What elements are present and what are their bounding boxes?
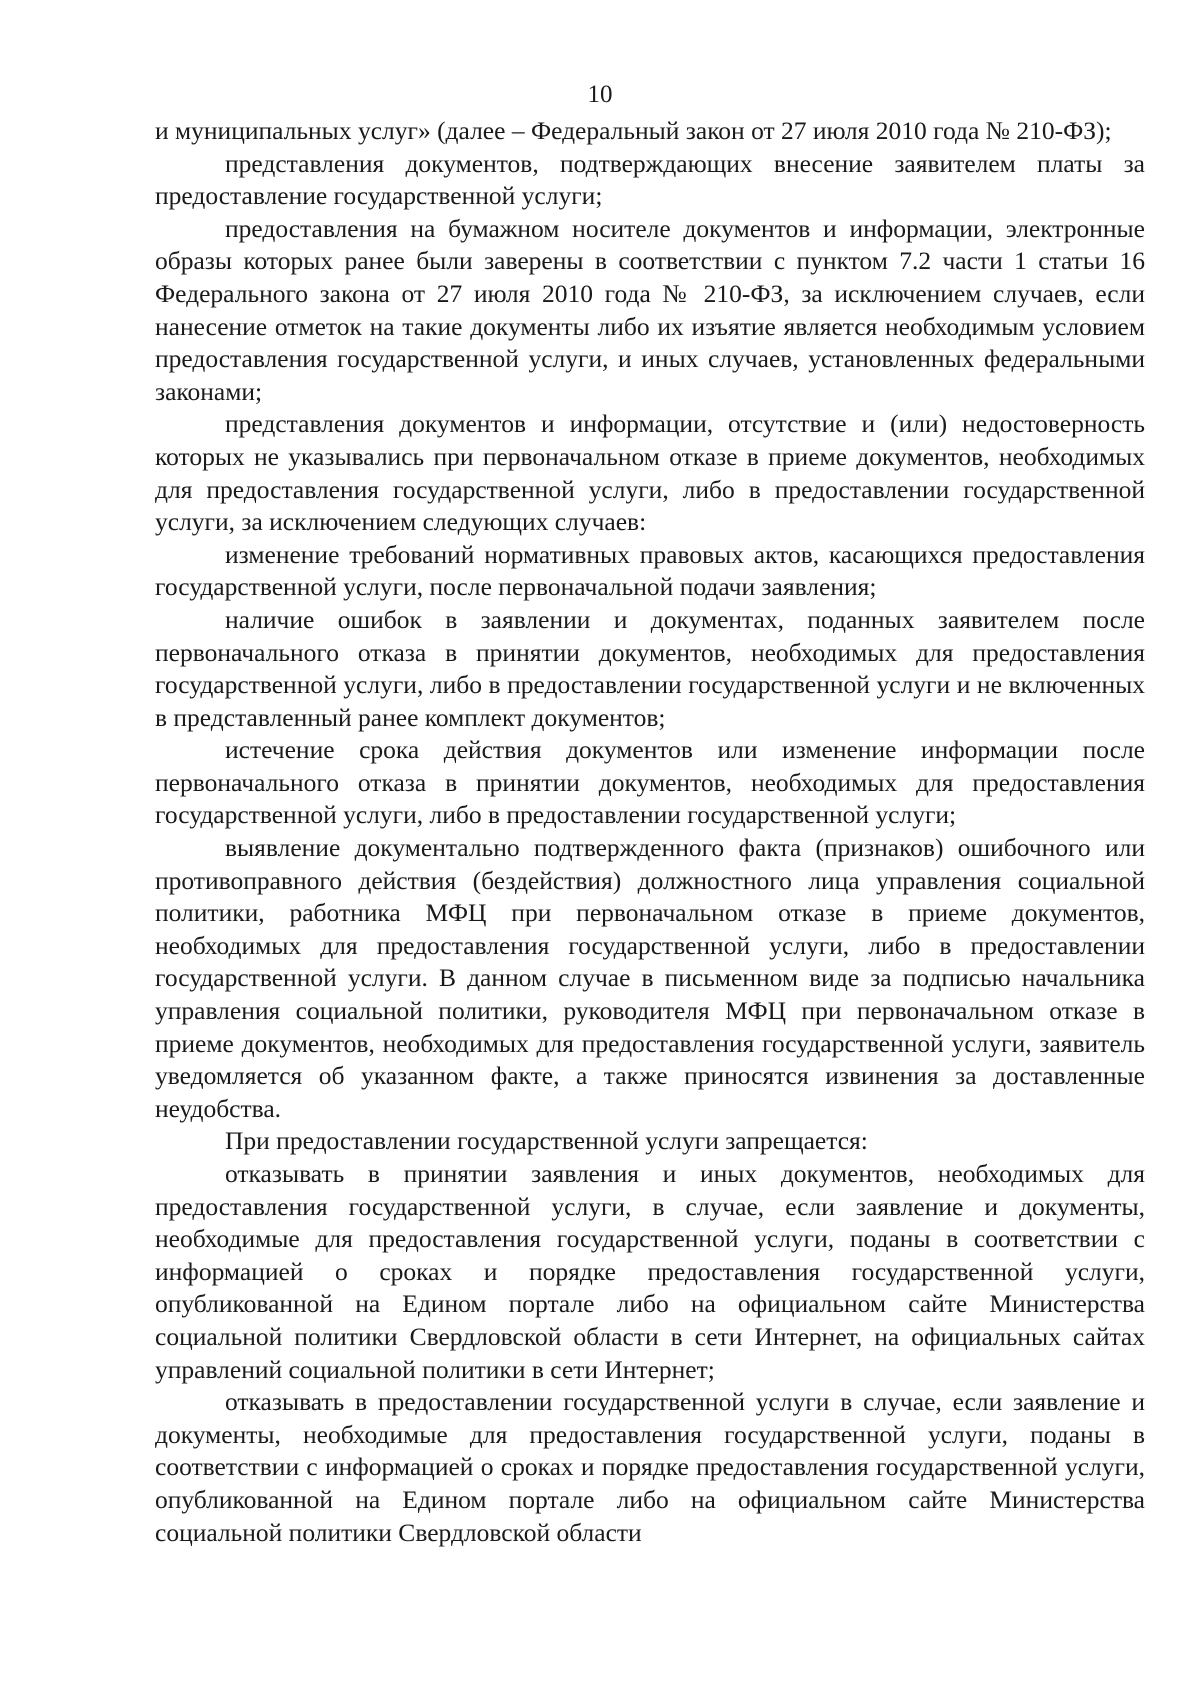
paragraph: наличие ошибок в заявлении и документах, поданных заявителем после первоначального отказа в принятии документов, необходимых для предоставления государственной услуги, либо в предоставлении государственной услуги и не включенных в представленный ранее комплект документов; (155, 604, 1145, 732)
paragraph: представления документов, подтверждающих внесение заявителем платы за предоставление государственной услуги; (155, 148, 1145, 211)
paragraph: изменение требований нормативных правовых актов, касающихся предоставления государственной услуги, после первоначальной подачи заявления; (155, 539, 1145, 602)
paragraph: отказывать в принятии заявления и иных документов, необходимых для предоставления государственной услуги, в случае, если заявление и документы, необходимые для предоставления государственной услуги, поданы в соответствии с информацией о сроках и порядке предоставления государственной услуги, опубликованной на Едином портале либо на официальном сайте Министерства социальной политики Свердловской области в сети Интернет, на официальных сайтах управлений социальной политики в сети Интернет; (155, 1159, 1145, 1384)
paragraph: и муниципальных услуг» (далее – Федеральный закон от 27 июля 2010 года № 210-ФЗ); (155, 116, 1112, 145)
paragraph: отказывать в предоставлении государственной услуги в случае, если заявление и документы, необходимые для предоставления государственной услуги, поданы в соответствии с информацией о сроках и порядке предоставления государственной услуги, опубликованной на Едином портале либо на официальном сайте Министерства социальной политики Свердловской области (155, 1387, 1145, 1547)
page-number: 10 (587, 81, 613, 108)
paragraph: предоставления на бумажном носителе документов и информации, электронные образы которых ранее были заверены в соответствии с пунктом 7.2 части 1 статьи 16 Федерального закона от 27 июля 2010 года № 210-ФЗ, за исключением случаев, если нанесение отметок на такие документы либо их изъятие является необходимым условием предоставления государственной услуги, и иных случаев, установленных федеральными законами; (155, 213, 1145, 406)
paragraph: При предоставлении государственной услуги запрещается: (225, 1126, 868, 1156)
body-text (155, 115, 1145, 1549)
paragraph: представления документов и информации, отсутствие и (или) недостоверность которых не указывались при первоначальном отказе в приеме документов, необходимых для предоставления государственной услуги, либо в предоставлении государственной услуги, за исключением следующих случаев: (155, 409, 1145, 537)
paragraph: выявление документально подтвержденного факта (признаков) ошибочного или противоправного действия (бездействия) должностного лица управления социальной политики, работника МФЦ при первоначальном отказе в приеме документов, необходимых для предоставления государственной услуги, либо в предоставлении государственной услуги. В данном случае в письменном виде за подписью начальника управления социальной политики, руководителя МФЦ при первоначальном отказе в приеме документов, необходимых для предоставления государственной услуги, заявитель уведомляется об указанном факте, а также приносятся извинения за доставленные неудобства. (155, 833, 1145, 1123)
paragraph: истечение срока действия документов или изменение информации после первоначального отказа в принятии документов, необходимых для предоставления государственной услуги, либо в предоставлении государственной услуги; (155, 735, 1145, 830)
